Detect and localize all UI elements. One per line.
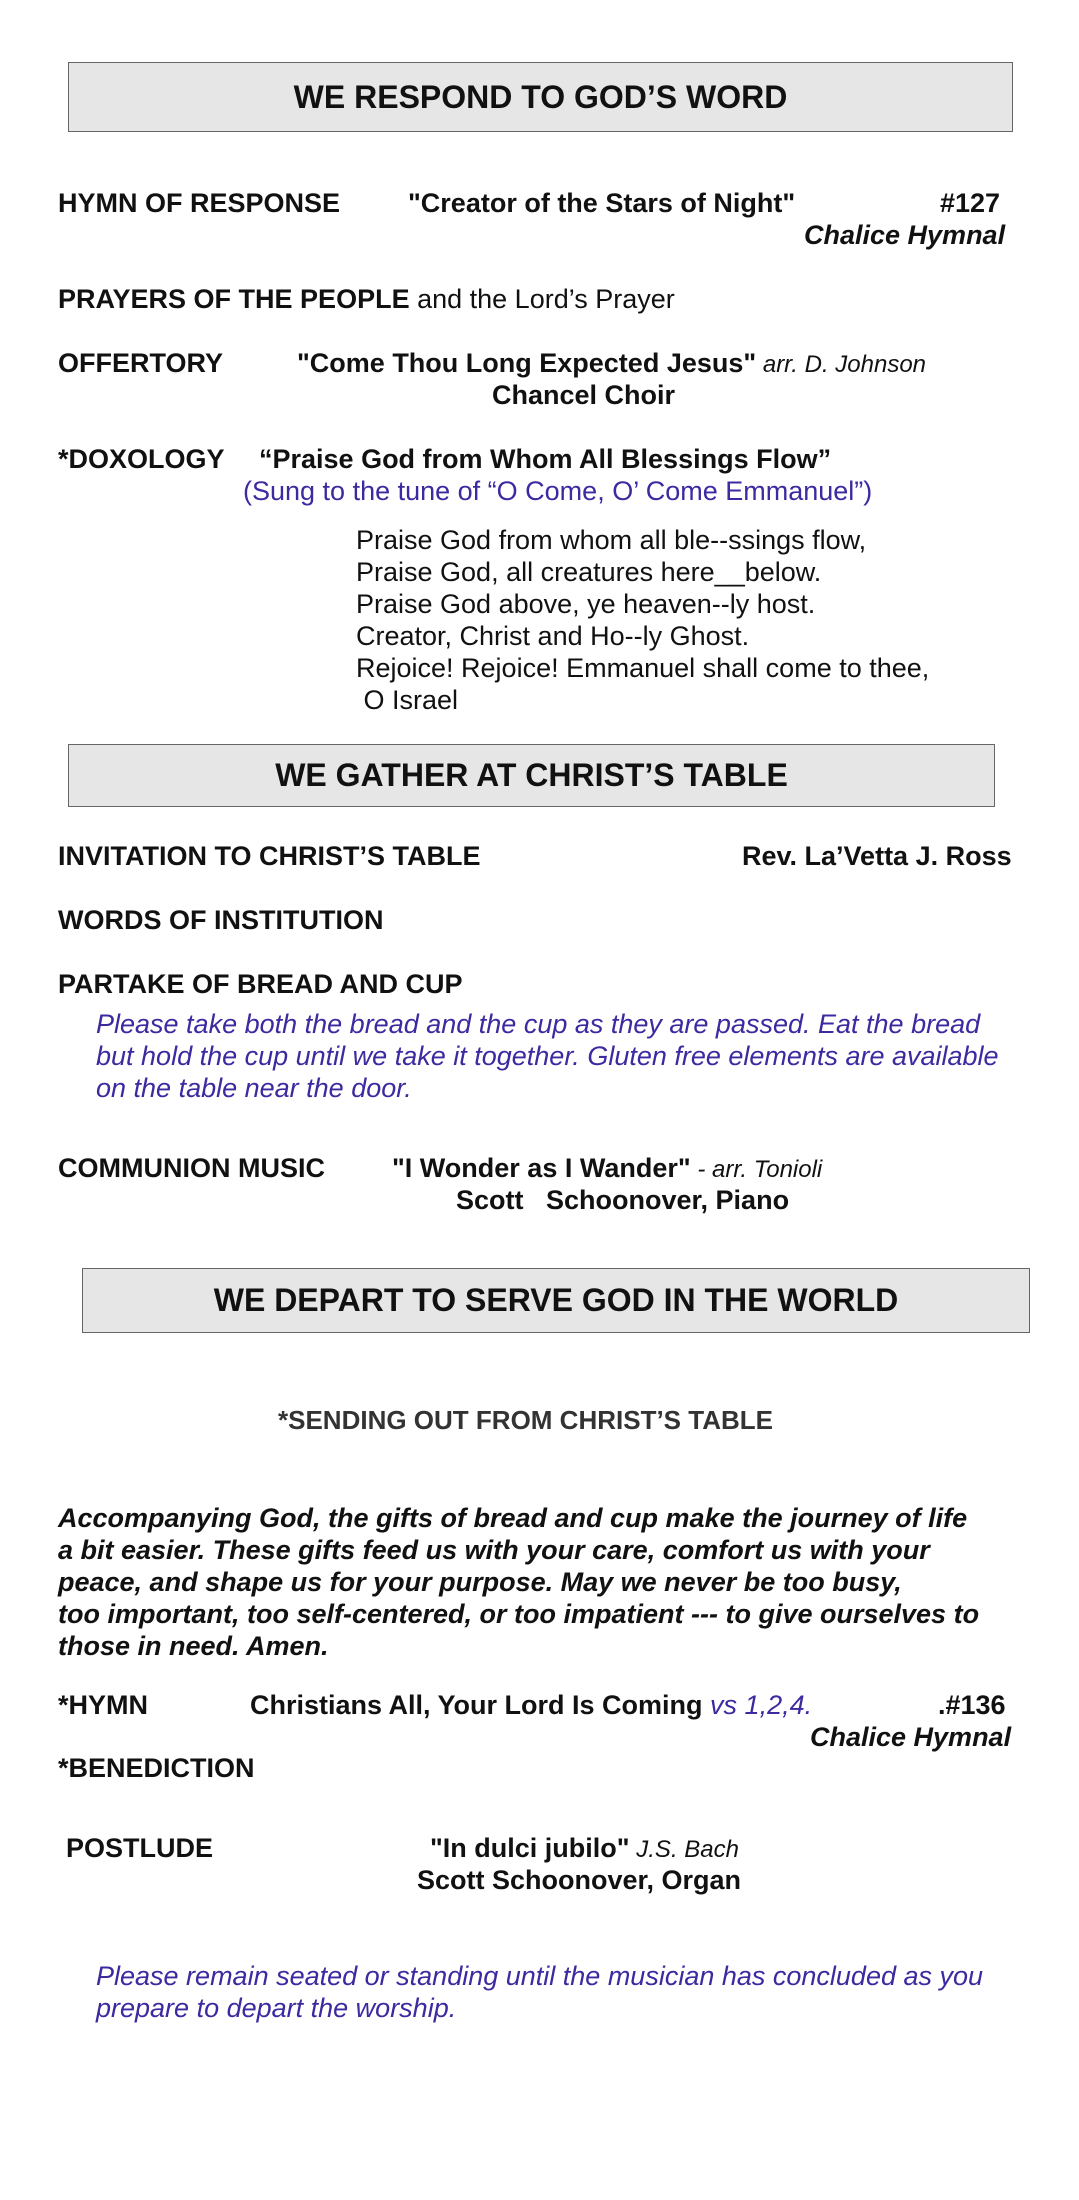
note-line: but hold the cup until we take it together. Gluten free elements are available (96, 1041, 999, 1071)
section-header-respond (68, 62, 1013, 132)
lyric-line: Rejoice! Rejoice! Emmanuel shall come to thee, (356, 653, 930, 683)
hymn-label: *HYMN (58, 1690, 149, 1720)
communion-music-label: COMMUNION MUSIC (58, 1153, 325, 1183)
sending-label: *SENDING OUT FROM CHRIST’S TABLE (278, 1405, 773, 1435)
hymn-title: Christians All, Your Lord Is Coming (250, 1690, 703, 1720)
section-title: WE DEPART TO SERVE GOD IN THE WORLD (213, 1282, 899, 1318)
hymn-number: .#136 (938, 1690, 1006, 1720)
communion-music-arranger: - arr. Tonioli (690, 1156, 823, 1183)
prayers-label: PRAYERS OF THE PEOPLE (58, 284, 410, 314)
prayer-line: those in need. Amen. (58, 1631, 329, 1661)
doxology-tune: (Sung to the tune of “O Come, O’ Come Emmanuel”) (243, 476, 873, 506)
prayers-rest: and the Lord’s Prayer (409, 284, 675, 314)
section-title: WE GATHER AT CHRIST’S TABLE (275, 757, 788, 793)
prayers-line (58, 284, 675, 315)
offertory-arranger: arr. D. Johnson (756, 351, 927, 378)
prayer-line: Accompanying God, the gifts of bread and cup make the journey of life (58, 1503, 968, 1533)
offertory-performer: Chancel Choir (492, 380, 676, 410)
hymn-response-title: "Creator of the Stars of Night" (408, 188, 796, 218)
lyric-line: Praise God from whom all ble--ssings flow, (356, 525, 867, 555)
communion-music-title: "I Wonder as I Wander" (392, 1153, 691, 1183)
lyric-line: Praise God, all creatures here__below. (356, 557, 822, 587)
postlude-title: "In dulci jubilo" (430, 1833, 630, 1863)
hymn-verses: vs 1,2,4. (702, 1690, 813, 1720)
sending-prayer (58, 1502, 979, 1662)
lyric-line: Creator, Christ and Ho--ly Ghost. (356, 621, 750, 651)
prayer-line: too important, too self-centered, or too impatient --- to give ourselves to (58, 1599, 980, 1629)
offertory-title: "Come Thou Long Expected Jesus" (297, 348, 757, 378)
communion-music-line (392, 1153, 822, 1184)
prayer-line: a bit easier. These gifts feed us with your care, comfort us with your (58, 1535, 930, 1565)
hymn-response-number: #127 (940, 188, 1001, 218)
communion-music-performer: Scott Schoonover, Piano (456, 1185, 790, 1215)
postlude-line (430, 1833, 739, 1864)
note-line: Please take both the bread and the cup as they are passed. Eat the bread (96, 1009, 981, 1039)
postlude-performer: Scott Schoonover, Organ (417, 1865, 742, 1895)
invitation-leader: Rev. La’Vetta J. Ross (742, 841, 1012, 871)
institution-label: WORDS OF INSTITUTION (58, 905, 384, 935)
note-line: Please remain seated or standing until the musician has concluded as you (96, 1961, 984, 1991)
closing-note (96, 1960, 983, 2024)
lyric-line: Praise God above, ye heaven--ly host. (356, 589, 816, 619)
postlude-label: POSTLUDE (66, 1833, 214, 1863)
hymn-line (250, 1690, 812, 1721)
prayer-line: peace, and shape us for your purpose. May we never be too busy, (58, 1567, 902, 1597)
offertory-line (297, 348, 926, 379)
invitation-label: INVITATION TO CHRIST’S TABLE (58, 841, 481, 871)
section-header-gather (68, 744, 995, 807)
partake-label: PARTAKE OF BREAD AND CUP (58, 969, 463, 999)
hymn-source: Chalice Hymnal (810, 1722, 1012, 1752)
doxology-title: “Praise God from Whom All Blessings Flow” (259, 444, 832, 474)
section-header-depart (82, 1268, 1030, 1333)
benediction-label: *BENEDICTION (58, 1753, 255, 1783)
hymn-response-label: HYMN OF RESPONSE (58, 188, 341, 218)
postlude-composer: J.S. Bach (629, 1836, 739, 1863)
doxology-lyrics (356, 524, 929, 716)
lyric-line: O Israel (356, 685, 459, 715)
partake-note (96, 1008, 999, 1104)
hymn-response-source: Chalice Hymnal (804, 220, 1006, 250)
offertory-label: OFFERTORY (58, 348, 224, 378)
doxology-label: *DOXOLOGY (58, 444, 225, 474)
note-line: prepare to depart the worship. (96, 1993, 457, 2023)
note-line: on the table near the door. (96, 1073, 412, 1103)
section-title: WE RESPOND TO GOD’S WORD (293, 78, 788, 115)
